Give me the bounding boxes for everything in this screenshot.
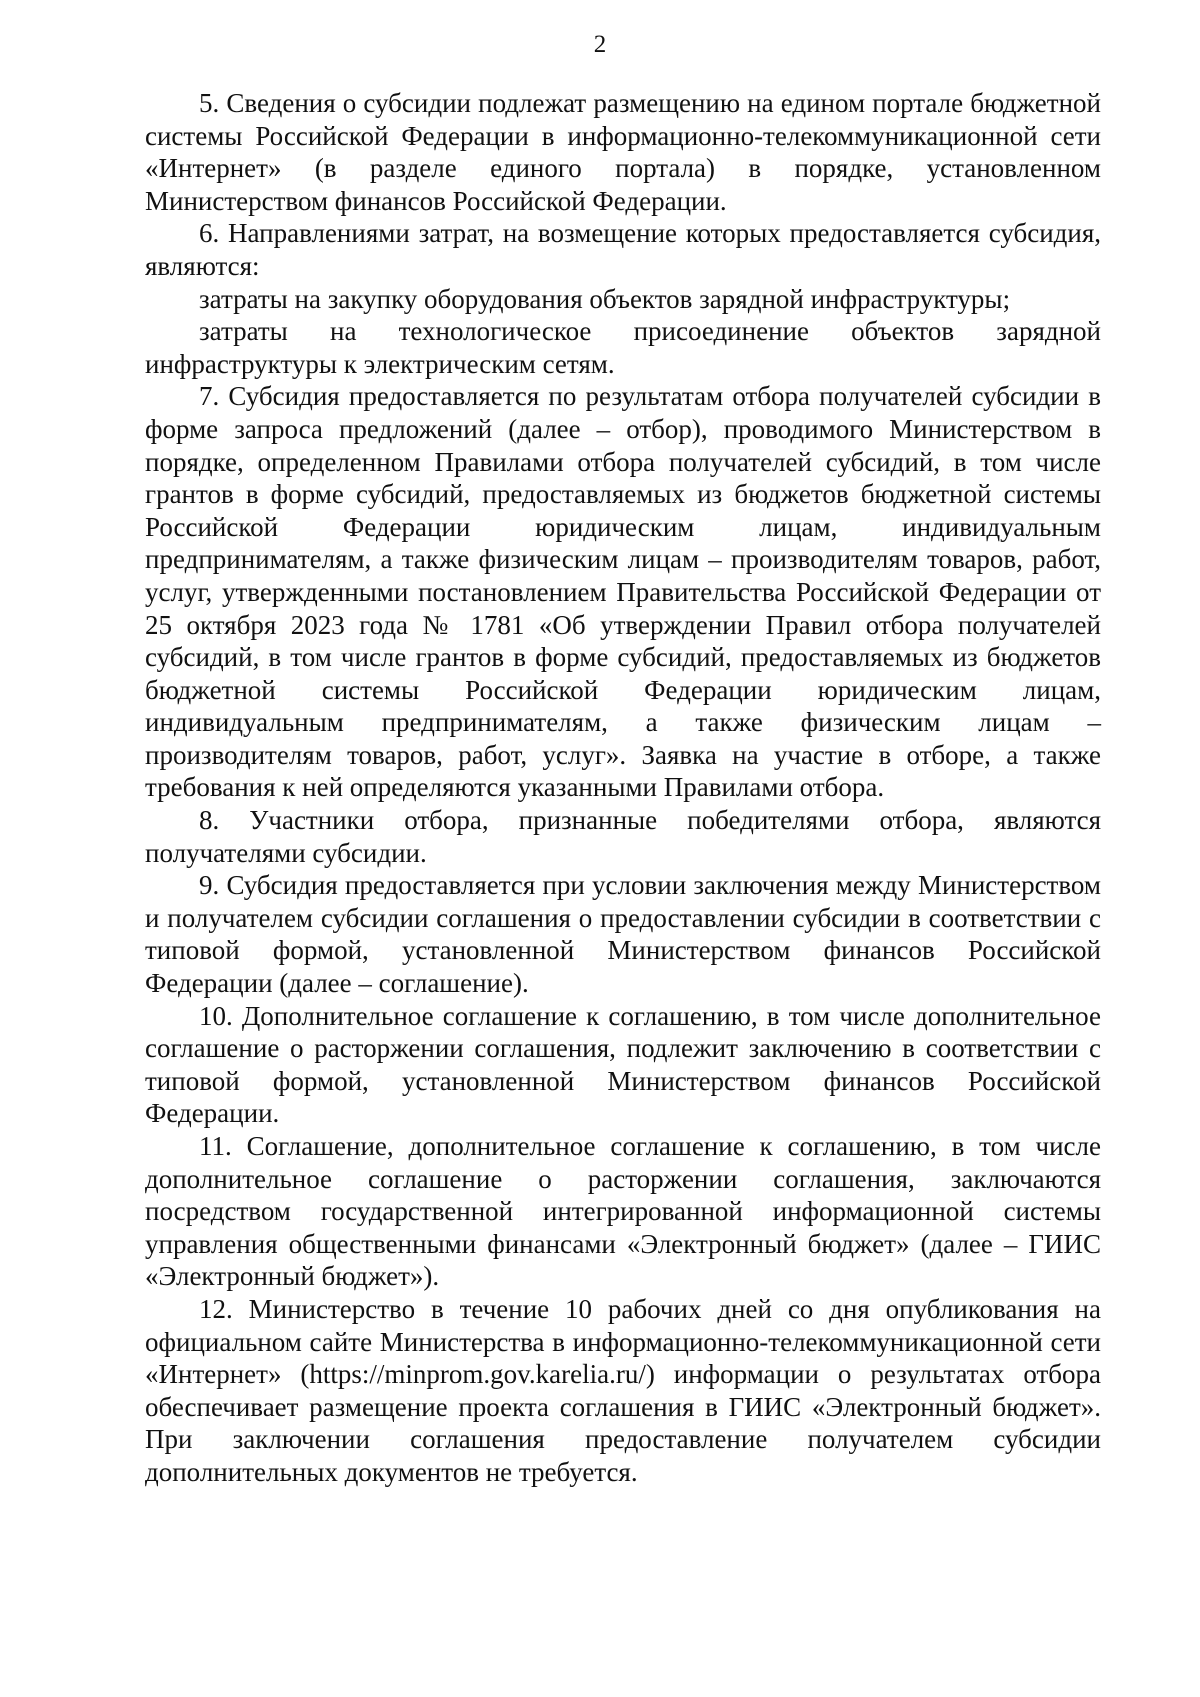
- paragraph-8: 8. Участники отбора, признанные победителями отбора, являются получателями субсидии.: [145, 805, 1101, 868]
- paragraph-12: 12. Министерство в течение 10 рабочих дней со дня опубликования на официальном сайте Министерства в информационно-телекоммуникационной сети «Интернет» (https://minprom.gov.karelia.ru/) информации о результатах отбора обеспечивает размещение проекта соглашения в ГИИС «Электронный бюджет». При заключении соглашения предоставление получателем субсидии дополнительных документов не требуется.: [145, 1293, 1101, 1487]
- paragraph-5: 5. Сведения о субсидии подлежат размещению на едином портале бюджетной системы Российской Федерации в информационно-телекоммуникационной сети «Интернет» (в разделе единого портала) в порядке, установленном Министерством финансов Российской Федерации.: [145, 88, 1101, 216]
- paragraph-10: 10. Дополнительное соглашение к соглашению, в том числе дополнительное соглашение о расторжении соглашения, подлежит заключению в соответствии с типовой формой, установленной Министерством финансов Российской Федерации.: [145, 1000, 1101, 1129]
- document-body: [145, 87, 1101, 1489]
- paragraph-6-item-2: затраты на технологическое присоединение объектов зарядной инфраструктуры к электрическим сетям.: [145, 316, 1101, 379]
- page-number: 2: [593, 31, 607, 58]
- paragraph-6-item-1: затраты на закупку оборудования объектов зарядной инфраструктуры;: [199, 283, 1011, 314]
- paragraph-11: 11. Соглашение, дополнительное соглашение к соглашению, в том числе дополнительное соглашение о расторжении соглашения, заключаются посредством государственной интегрированной информационной системы управления общественными финансами «Электронный бюджет» (далее – ГИИС «Электронный бюджет»).: [145, 1131, 1101, 1292]
- paragraph-9: 9. Субсидия предоставляется при условии заключения между Министерством и получателем субсидии соглашения о предоставлении субсидии в соответствии с типовой формой, установленной Министерством финансов Российской Федерации (далее – соглашение).: [145, 870, 1101, 999]
- paragraph-6: 6. Направлениями затрат, на возмещение которых предоставляется субсидия, являются:: [145, 218, 1101, 281]
- paragraph-7: 7. Субсидия предоставляется по результатам отбора получателей субсидии в форме запроса предложений (далее – отбор), проводимого Министерством в порядке, определенном Правилами отбора получателей субсидий, в том числе грантов в форме субсидий, предоставляемых из бюджетов бюджетной системы Российской Федерации юридическим лицам, индивидуальным предпринимателям, а также физическим лицам – производителям товаров, работ, услуг, утвержденными постановлением Правительства Российской Федерации от 25 октября 2023 года № 1781 «Об утверждении Правил отбора получателей субсидий, в том числе грантов в форме субсидий, предоставляемых из бюджетов бюджетной системы Российской Федерации юридическим лицам, индивидуальным предпринимателям, а также физическим лицам – производителям товаров, работ, услуг». Заявка на участие в отборе, а также требования к ней определяются указанными Правилами отбора.: [145, 381, 1101, 803]
